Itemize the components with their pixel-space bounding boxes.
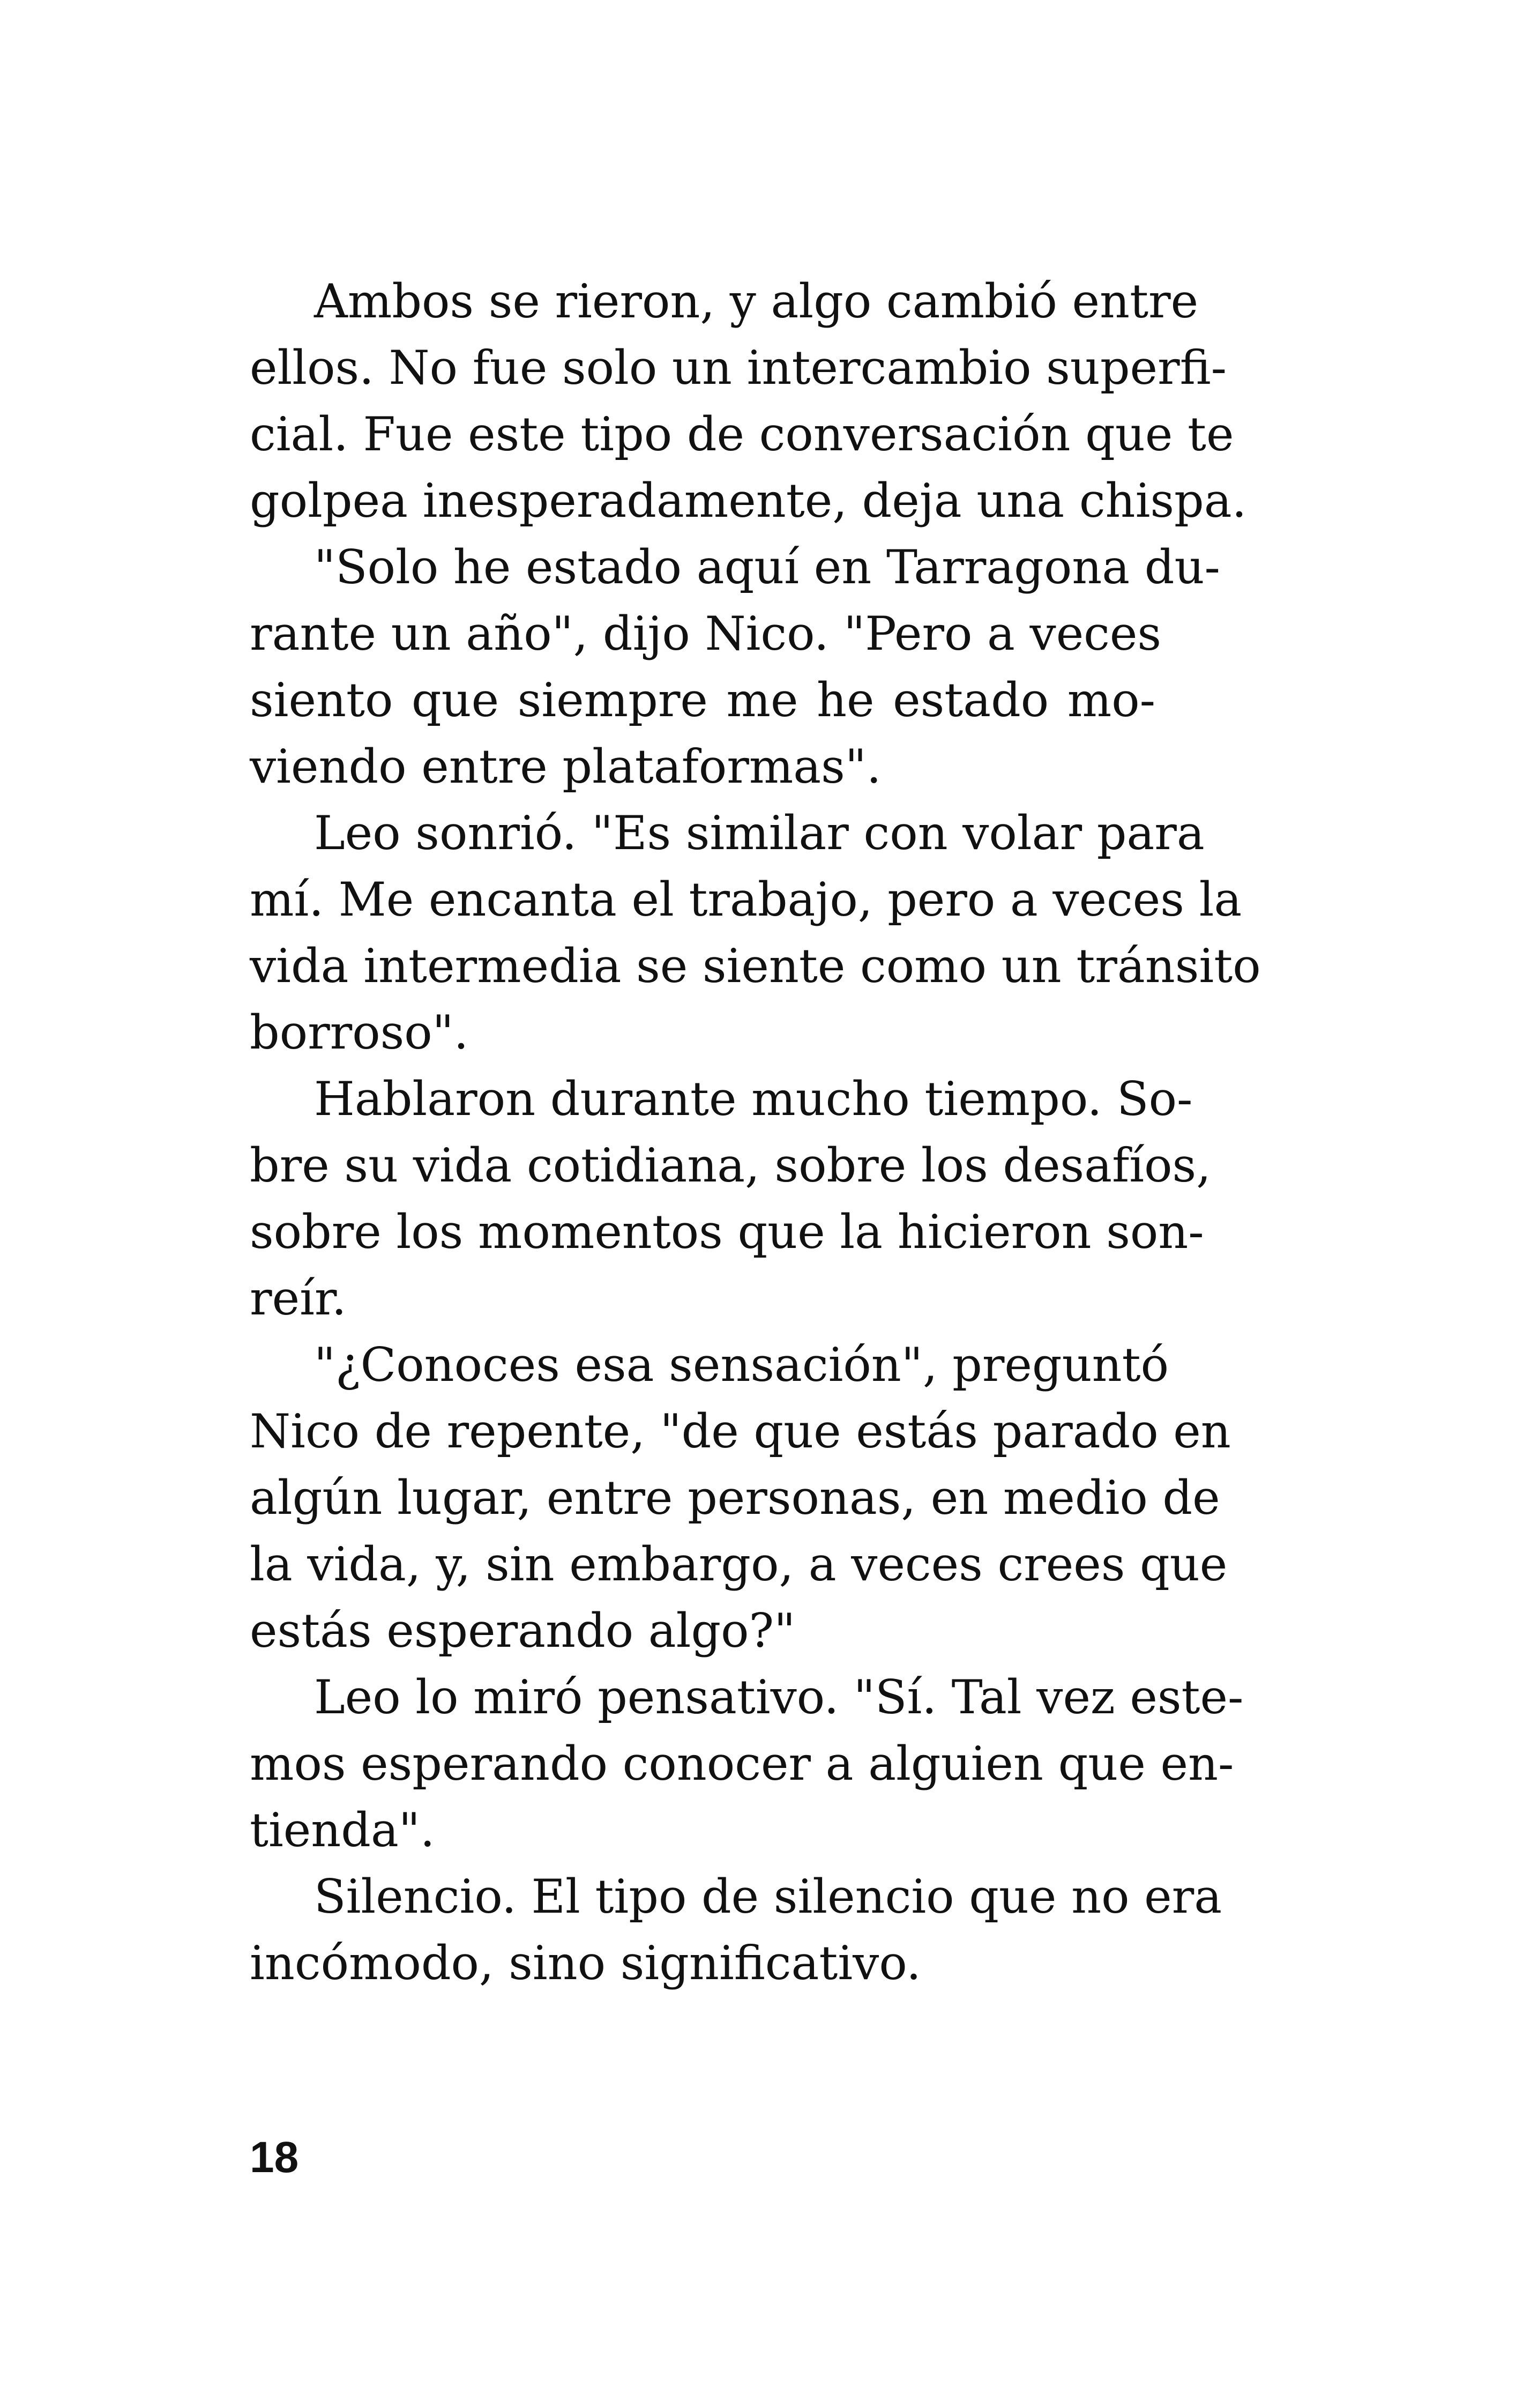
text-line: algún lugar, entre personas, en medio de: [250, 1470, 1220, 1525]
text-line: sobre los momentos que la hicieron son-: [250, 1205, 1204, 1259]
text-line: rante un año", dijo Nico. "Pero a veces: [250, 606, 1162, 661]
text-line: siento que siempre me he estado mo-: [250, 673, 1155, 727]
text-line: la vida, y, sin embargo, a veces crees que: [250, 1537, 1228, 1592]
text-line: Leo lo miró pensativo. "Sí. Tal vez este-: [314, 1670, 1244, 1725]
text-line: ellos. No fue solo un intercambio superfi-: [250, 340, 1227, 395]
text-line: Nico de repente, "de que estás parado en: [250, 1404, 1231, 1459]
text-line: estás esperando algo?": [250, 1603, 796, 1658]
text-line: Leo sonrió. "Es similar con volar para: [314, 806, 1205, 860]
text-line: Ambos se rieron, y algo cambió entre: [314, 274, 1199, 329]
text-line: tienda".: [250, 1803, 435, 1857]
text-line: mos esperando conocer a alguien que en-: [250, 1736, 1234, 1791]
page-number: 18: [250, 2133, 299, 2182]
text-line: bre su vida cotidiana, sobre los desafíos,: [250, 1138, 1211, 1193]
text-line: vida intermedia se siente como un tránsito: [250, 939, 1261, 993]
text-line: "Solo he estado aquí en Tarragona du-: [314, 540, 1220, 594]
text-line: golpea inesperadamente, deja una chispa.: [250, 473, 1247, 528]
text-line: reír.: [250, 1271, 347, 1326]
text-line: borroso".: [250, 1005, 469, 1060]
text-line: cial. Fue este tipo de conversación que te: [250, 407, 1234, 462]
body-text: [250, 268, 1261, 1996]
text-line: Silencio. El tipo de silencio que no era: [314, 1869, 1222, 1924]
text-line: viendo entre plataformas".: [250, 739, 882, 794]
text-line: mí. Me encanta el trabajo, pero a veces la: [250, 872, 1242, 927]
text-line: "¿Conoces esa sensación", preguntó: [314, 1337, 1169, 1392]
text-line: incómodo, sino significativo.: [250, 1936, 921, 1990]
text-line: Hablaron durante mucho tiempo. So-: [314, 1072, 1193, 1126]
